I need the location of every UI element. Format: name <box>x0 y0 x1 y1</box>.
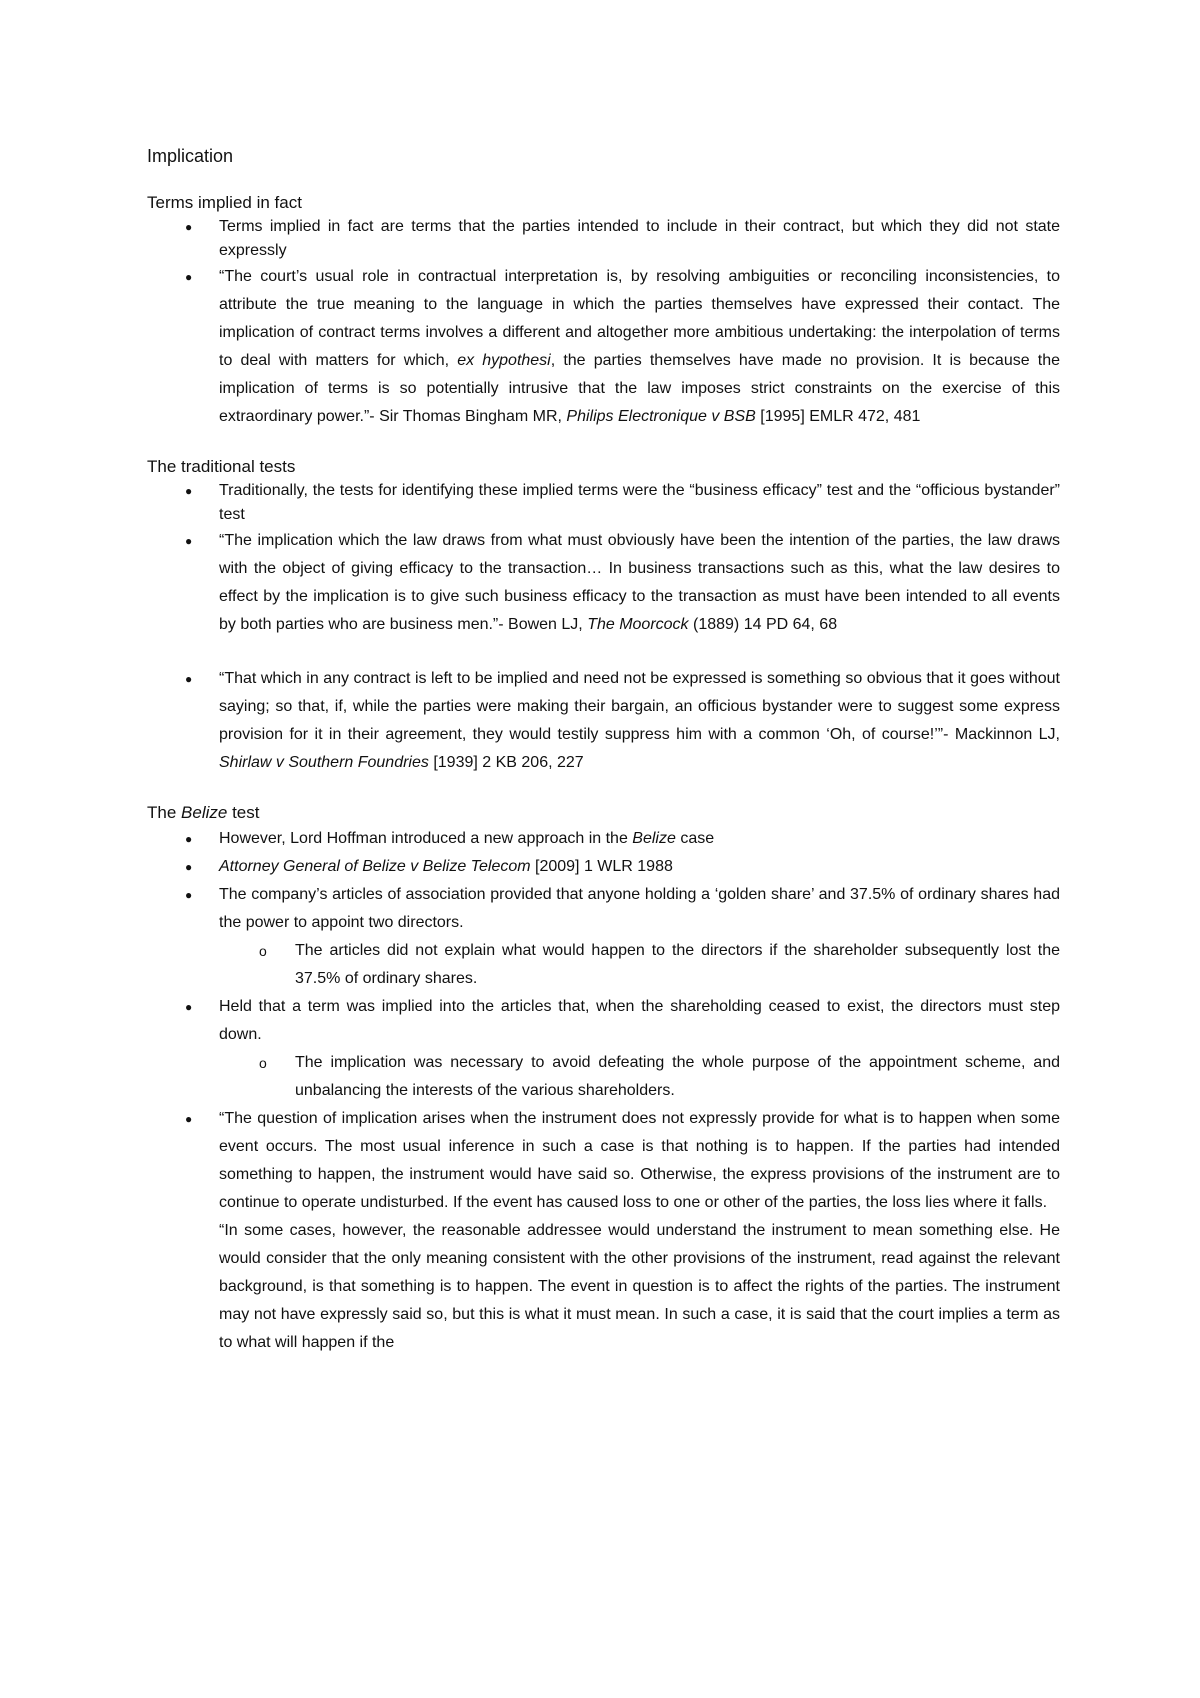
sub-list-item-text: The implication was necessary to avoid defeating the whole purpose of the appointment scheme, and unbalancing the interests of the various shareholders. <box>295 1054 1060 1099</box>
list-item <box>147 215 1060 263</box>
citation: (1889) 14 PD 64, 68 <box>688 616 838 633</box>
list-item-text: The company’s articles of association provided that anyone holding a ‘golden share’ and 37.5% of ordinary shares had the power to appoint two directors. <box>219 886 1060 931</box>
bullet-icon: ● <box>185 220 193 234</box>
quote-text: “The court’s usual role in contractual interpretation is, by resolving ambiguities or reconciling inconsistencies, to attribute the true meaning to the language in which the parties themselves have expressed their contact. The implication of contract terms involves a different and altogether more ambitious undertaking: the interpolation of terms to deal with matters for which, <box>219 268 1060 369</box>
list-item <box>147 881 1060 993</box>
sub-list-item <box>219 1049 1060 1105</box>
list-item-text: Held that a term was implied into the articles that, when the shareholding ceased to exist, the directors must step down. <box>219 998 1060 1043</box>
quote-text: “The implication which the law draws from what must obviously have been the intention of the parties, the law draws with the object of giving efficacy to the transaction… In business transactions such as this, what the law desires to effect by the implication is to give such business efficacy to the transaction as must have been intended to all events by both parties who are business men.”- Bowen LJ, <box>219 532 1060 633</box>
bullet-icon: ● <box>185 888 193 902</box>
quote-text: , the parties themselves have made no provision. It is because the implication of terms is so potentially intrusive that the law imposes strict constraints on the exercise of this extraordinary power.”- Sir Thomas Bingham MR, <box>219 352 1061 425</box>
case-term: ex hypothesi <box>457 352 551 369</box>
section-heading: Terms implied in fact <box>147 193 302 212</box>
case-name: Belize <box>632 830 676 847</box>
section-heading <box>147 803 1060 823</box>
sub-bullet-icon: o <box>259 1055 267 1071</box>
list-item <box>147 1105 1060 1357</box>
list-item <box>147 853 1060 881</box>
section-belize-test <box>147 803 1060 1357</box>
bullet-icon: ● <box>185 270 193 284</box>
document-title: Implication <box>147 146 234 166</box>
quote-paragraph: “The question of implication arises when the instrument does not expressly provide for what is to happen when some event occurs. The most usual inference in such a case is that nothing is to happen. If the parties had intended something to happen, the instrument would have said so. Otherwise, the express provisions of the instrument are to continue to operate undisturbed. If the event has caused loss to one or other of the parties, the loss lies where it falls. <box>219 1110 1060 1211</box>
list-item <box>147 527 1060 639</box>
bullet-list <box>147 215 1060 431</box>
citation: [1995] EMLR 472, 481 <box>755 408 921 425</box>
case-name: Attorney General of Belize v Belize Telecom <box>219 858 531 875</box>
bullet-list <box>147 479 1060 777</box>
list-item-text: case <box>675 830 715 847</box>
citation: [1939] 2 KB 206, 227 <box>428 754 584 771</box>
sub-list <box>219 1049 1060 1105</box>
list-item <box>147 825 1060 853</box>
list-item <box>147 665 1060 777</box>
bullet-icon: ● <box>185 534 193 548</box>
heading-case-name: Belize <box>181 803 228 822</box>
list-item <box>147 479 1060 527</box>
section-terms-implied-in-fact <box>147 193 1060 431</box>
sub-list <box>219 937 1060 993</box>
section-traditional-tests <box>147 457 1060 777</box>
bullet-icon: ● <box>185 860 193 874</box>
heading-text: The <box>147 803 182 822</box>
sub-list-item <box>219 937 1060 993</box>
section-heading: The traditional tests <box>147 457 296 476</box>
sub-bullet-icon: o <box>259 943 267 959</box>
case-name: Shirlaw v Southern Foundries <box>219 754 429 771</box>
bullet-icon: ● <box>185 672 193 686</box>
bullet-list <box>147 825 1060 1357</box>
list-item <box>147 993 1060 1105</box>
list-item <box>147 263 1060 431</box>
case-name: Philips Electronique v BSB <box>566 408 756 425</box>
sub-list-item-text: The articles did not explain what would happen to the directors if the shareholder subsequently lost the 37.5% of ordinary shares. <box>295 942 1060 987</box>
bullet-icon: ● <box>185 1000 193 1014</box>
quote-text: “That which in any contract is left to be implied and need not be expressed is something so obvious that it goes without saying; so that, if, while the parties were making their bargain, an officious bystander were to suggest some express provision for it in their agreement, they would testily suppress him with a common ‘Oh, of course!’”- Mackinnon LJ, <box>219 670 1060 743</box>
list-item-text: However, Lord Hoffman introduced a new approach in the <box>219 830 633 847</box>
bullet-icon: ● <box>185 484 193 498</box>
quote-paragraph: “In some cases, however, the reasonable addressee would understand the instrument to mean something else. He would consider that the only meaning consistent with the other provisions of the instrument, read against the relevant background, is that something is to happen. The event in question is to affect the rights of the parties. The instrument may not have expressly said so, but this is what it must mean. In such a case, it is said that the court implies a term as to what will happen if the <box>219 1222 1060 1351</box>
heading-text: test <box>227 803 260 822</box>
citation: [2009] 1 WLR 1988 <box>530 858 673 875</box>
list-item-text: Traditionally, the tests for identifying these implied terms were the “business efficacy” test and the “officious bystander” test <box>219 482 1060 523</box>
list-item-text: Terms implied in fact are terms that the parties intended to include in their contract, but which they did not state expressly <box>219 218 1060 259</box>
case-name: The Moorcock <box>587 616 689 633</box>
bullet-icon: ● <box>185 832 193 846</box>
bullet-icon: ● <box>185 1112 193 1126</box>
